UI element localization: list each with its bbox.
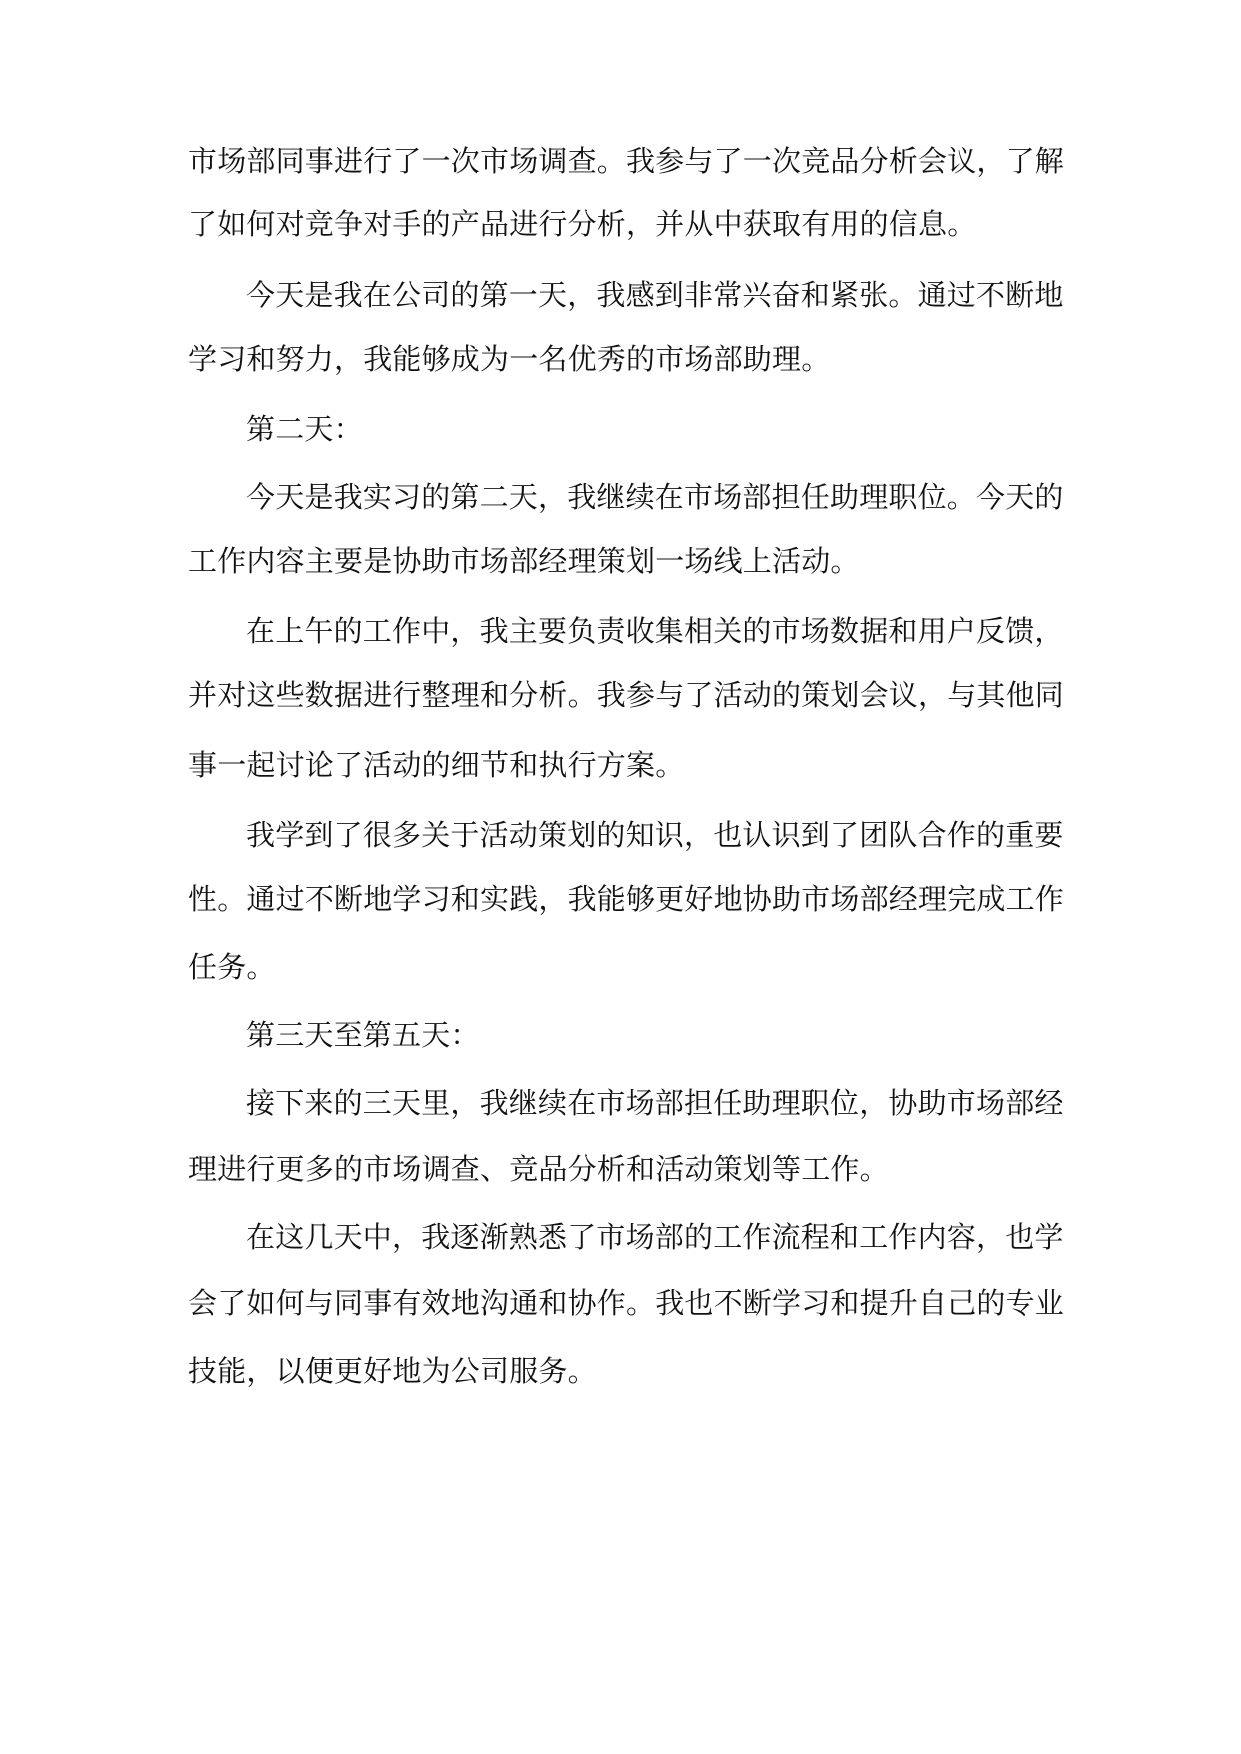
text-line: 工作内容主要是协助市场部经理策划一场线上活动。 [188, 544, 860, 578]
text-line: 市场部同事进行了一次市场调查。我参与了一次竞品分析会议，了解 [188, 144, 1065, 178]
paragraph-start-line: 今天是我实习的第二天，我继续在市场部担任助理职位。今天的 [246, 480, 1064, 514]
paragraph-start-line: 我学到了很多关于活动策划的知识，也认识到了团队合作的重要 [246, 818, 1064, 852]
paragraph-start-line: 在上午的工作中，我主要负责收集相关的市场数据和用户反馈， [246, 614, 1064, 648]
text-line: 理进行更多的市场调查、竞品分析和活动策划等工作。 [188, 1152, 889, 1186]
paragraph-start-line: 今天是我在公司的第一天，我感到非常兴奋和紧张。通过不断地 [246, 278, 1064, 312]
text-line: 性。通过不断地学习和实践，我能够更好地协助市场部经理完成工作 [188, 882, 1065, 916]
text-line: 技能，以便更好地为公司服务。 [188, 1354, 597, 1388]
text-line: 事一起讨论了活动的细节和执行方案。 [188, 748, 685, 782]
text-line: 会了如何与同事有效地沟通和协作。我也不断学习和提升自己的专业 [188, 1286, 1065, 1320]
text-line: 了如何对竞争对手的产品进行分析，并从中获取有用的信息。 [188, 207, 977, 241]
section-heading-days-three-to-five: 第三天至第五天： [246, 1018, 480, 1052]
paragraph-start-line: 在这几天中，我逐渐熟悉了市场部的工作流程和工作内容，也学 [246, 1220, 1064, 1254]
paragraph-start-line: 接下来的三天里，我继续在市场部担任助理职位，协助市场部经 [246, 1086, 1064, 1120]
text-line: 任务。 [188, 950, 276, 984]
section-heading-day-two: 第二天： [246, 412, 363, 446]
text-line: 学习和努力，我能够成为一名优秀的市场部助理。 [188, 342, 831, 376]
text-line: 并对这些数据进行整理和分析。我参与了活动的策划会议，与其他同 [188, 678, 1065, 712]
